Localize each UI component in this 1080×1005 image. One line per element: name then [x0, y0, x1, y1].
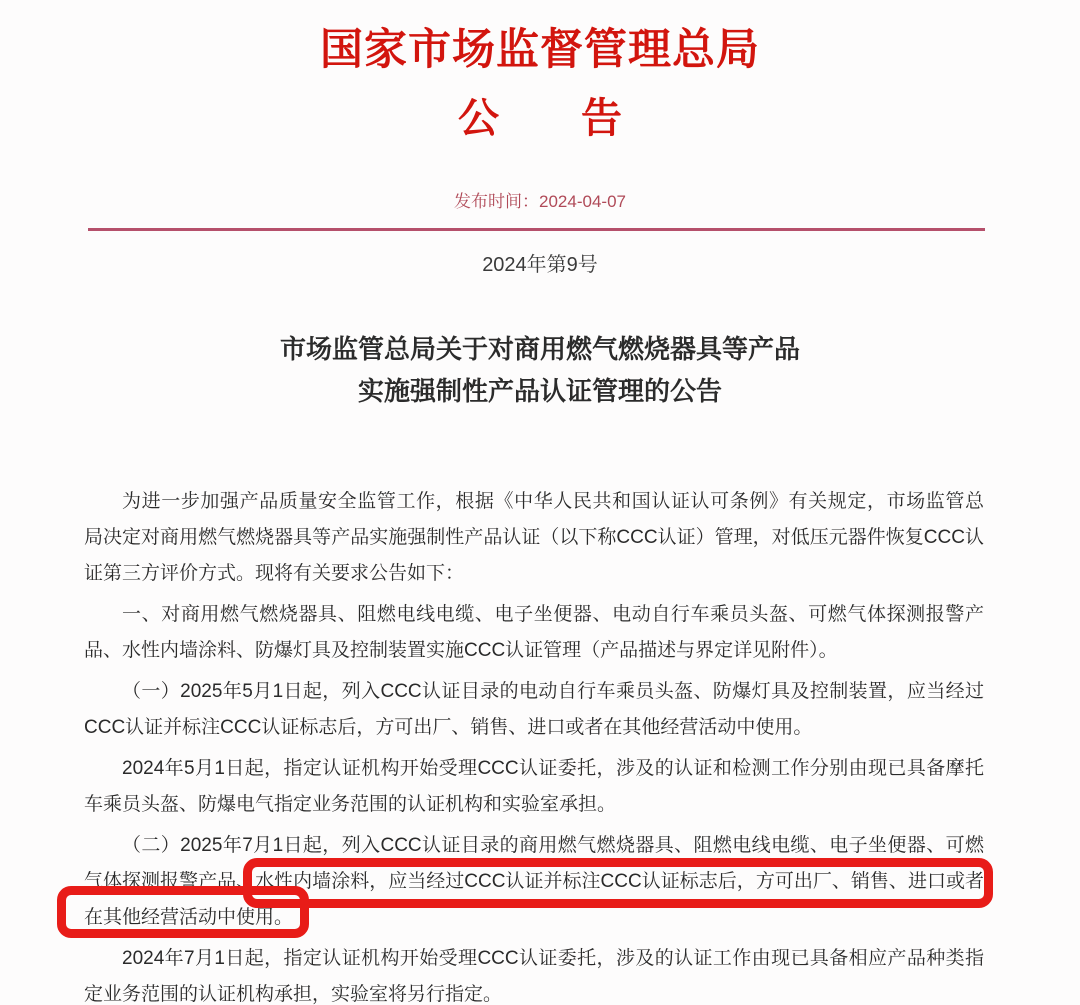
body-line: 定业务范围的认证机构承担，实验室将另行指定。	[84, 984, 503, 1005]
body-line: 证第三方评价方式。现将有关要求公告如下：	[84, 563, 465, 584]
body-line: 为进一步加强产品质量安全监管工作，根据《中华人民共和国认证认可条例》有关规定，市场监管总	[122, 491, 984, 512]
body-line: （一）2025年5月1日起，列入CCC认证目录的电动自行车乘员头盔、防爆灯具及控制装置，应当经过	[122, 681, 984, 702]
paragraph-5	[84, 828, 984, 936]
paragraph-4	[84, 751, 984, 823]
body-line: 局决定对商用燃气燃烧器具等产品实施强制性产品认证（以下称CCC认证）管理，对低压元器件恢复CCC认	[84, 527, 984, 548]
body-line: CCC认证并标注CCC认证标志后，方可出厂、销售、进口或者在其他经营活动中使用。	[84, 717, 813, 738]
header-divider	[88, 228, 985, 231]
paragraph-2	[84, 597, 984, 669]
publish-date: 发布时间：2024-04-07	[454, 192, 626, 211]
paragraph-1	[84, 484, 984, 592]
doc-title	[0, 328, 1080, 412]
announcement-title: 公 告	[458, 95, 622, 141]
body-line: 气体探测报警产品、水性内墙涂料，应当经过CCC认证并标注CCC认证标志后，方可出厂、销售、进口或者	[84, 871, 984, 892]
body-line: 2024年5月1日起，指定认证机构开始受理CCC认证委托，涉及的认证和检测工作分别由现已具备摩托	[122, 758, 984, 779]
doc-title-line-1: 市场监管总局关于对商用燃气燃烧器具等产品	[279, 334, 800, 364]
body-line: 品、水性内墙涂料、防爆灯具及控制装置实施CCC认证管理（产品描述与界定详见附件）。	[84, 640, 838, 661]
body-line: 在其他经营活动中使用。	[84, 907, 294, 928]
body-line: （二）2025年7月1日起，列入CCC认证目录的商用燃气燃烧器具、阻燃电线电缆、电子坐便器、可燃	[122, 835, 984, 856]
body-line: 车乘员头盔、防爆电气指定业务范围的认证机构和实验室承担。	[84, 794, 617, 815]
paragraph-6	[84, 941, 984, 1005]
doc-body	[84, 484, 984, 1005]
paragraph-3	[84, 674, 984, 746]
body-line: 2024年7月1日起，指定认证机构开始受理CCC认证委托，涉及的认证工作由现已具备相应产品种类指	[122, 948, 984, 969]
doc-title-line-2: 实施强制性产品认证管理的公告	[357, 376, 722, 406]
body-line: 一、对商用燃气燃烧器具、阻燃电线电缆、电子坐便器、电动自行车乘员头盔、可燃气体探测报警产	[122, 604, 984, 625]
agency-title: 国家市场监督管理总局	[320, 26, 760, 74]
doc-number: 2024年第9号	[482, 254, 598, 276]
